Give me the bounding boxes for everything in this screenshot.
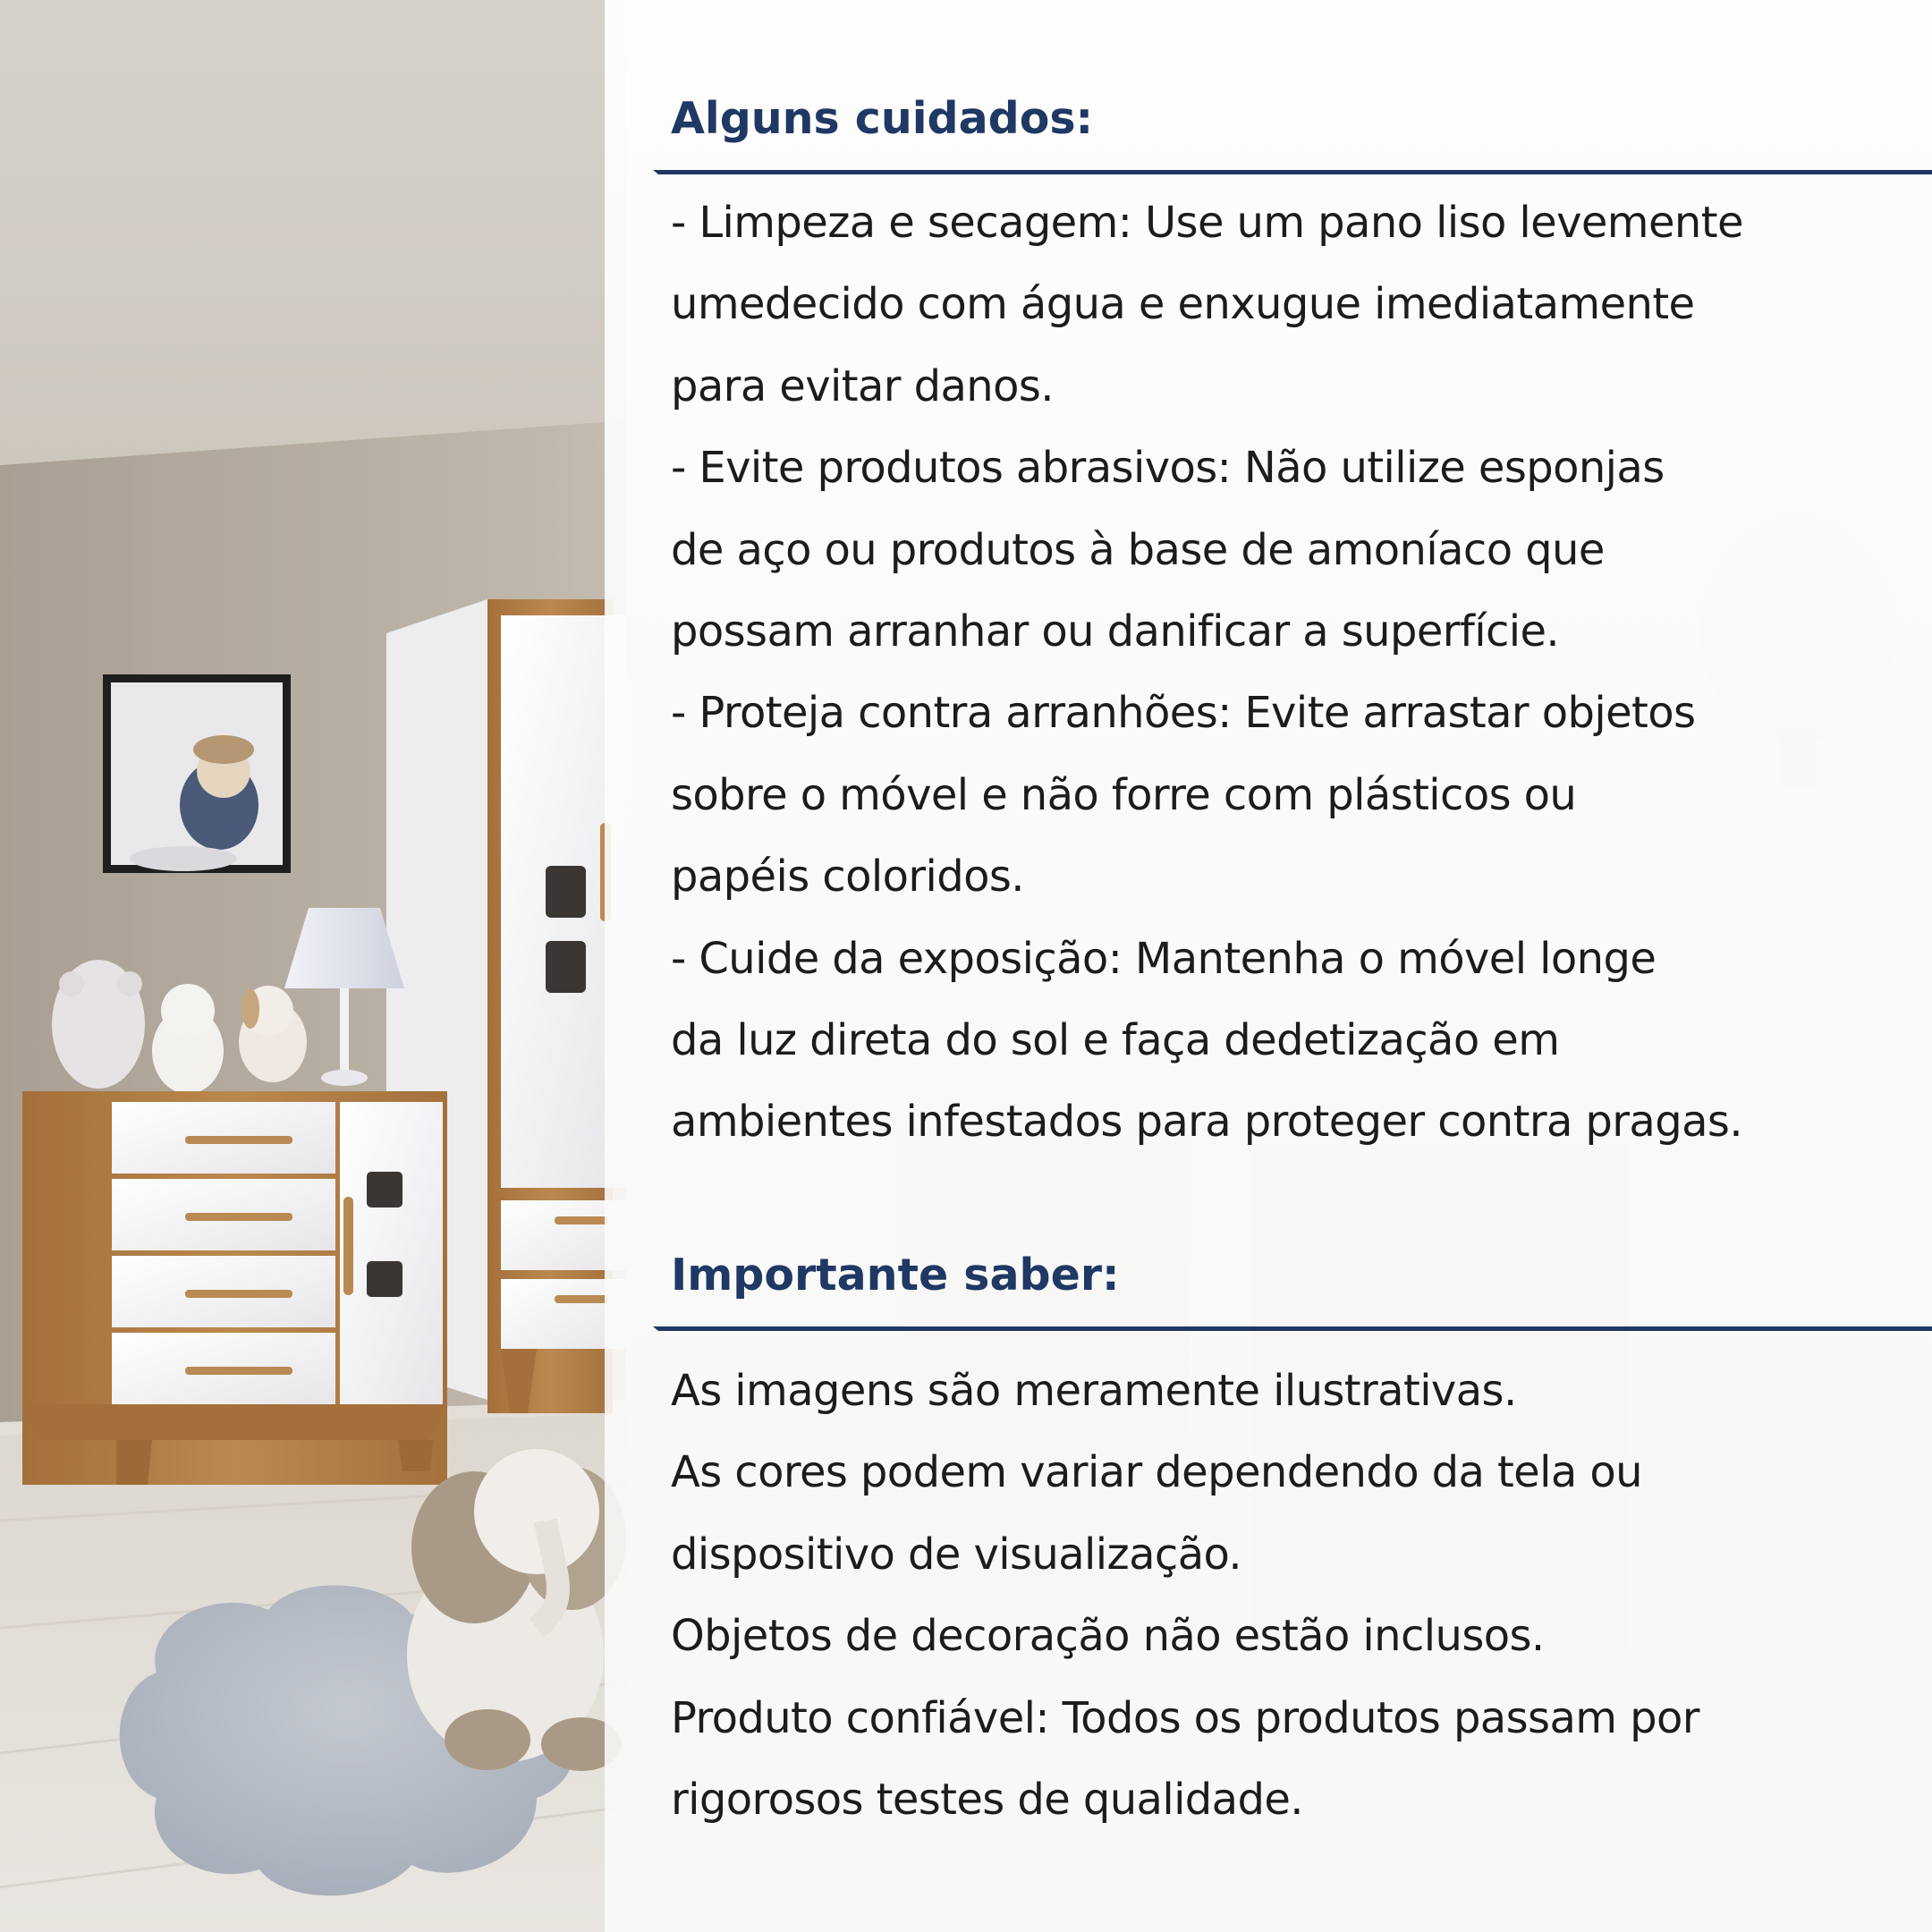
care-line: - Evite produtos abrasivos: Não utilize esponjas: [671, 443, 1665, 494]
care-line: sobre o móvel e não forre com plásticos ou: [671, 769, 1577, 820]
important-section-title: Importante saber:: [671, 1250, 1120, 1301]
care-instructions: [671, 182, 1743, 1164]
important-section-divider: [658, 1326, 1932, 1331]
dresser: [22, 1091, 447, 1485]
note-line: As cores podem variar dependendo da tela ou: [671, 1447, 1642, 1498]
note-line: As imagens são meramente ilustrativas.: [671, 1366, 1517, 1416]
wall-picture-frame: [103, 674, 291, 873]
care-line: umedecido com água e enxugue imediatamente: [671, 279, 1695, 330]
note-line: Produto confiável: Todos os produtos passam por: [671, 1692, 1699, 1743]
care-line: papéis coloridos.: [671, 852, 1024, 902]
care-line: - Limpeza e secagem: Use um pano liso levemente: [671, 198, 1743, 248]
elephant-plush: [407, 1449, 626, 1771]
care-line: ambientes infestados para proteger contra pragas.: [671, 1097, 1742, 1148]
note-line: rigorosos testes de qualidade.: [671, 1774, 1303, 1825]
care-section-divider: [658, 170, 1932, 174]
care-line: possam arranhar ou danificar a superfície.: [671, 606, 1560, 657]
important-notes: [671, 1351, 1699, 1841]
care-line: - Cuide da exposição: Mantenha o móvel longe: [671, 933, 1657, 984]
note-line: dispositivo de visualização.: [671, 1529, 1242, 1580]
care-section-title: Alguns cuidados:: [671, 93, 1094, 144]
note-line: Objetos de decoração não estão inclusos.: [671, 1611, 1545, 1662]
care-line: da luz direta do sol e faça dedetização em: [671, 1014, 1560, 1065]
care-line: para evitar danos.: [671, 360, 1054, 411]
care-line: - Proteja contra arranhões: Evite arrastar objetos: [671, 688, 1696, 739]
care-line: de aço ou produtos à base de amoníaco que: [671, 524, 1605, 575]
